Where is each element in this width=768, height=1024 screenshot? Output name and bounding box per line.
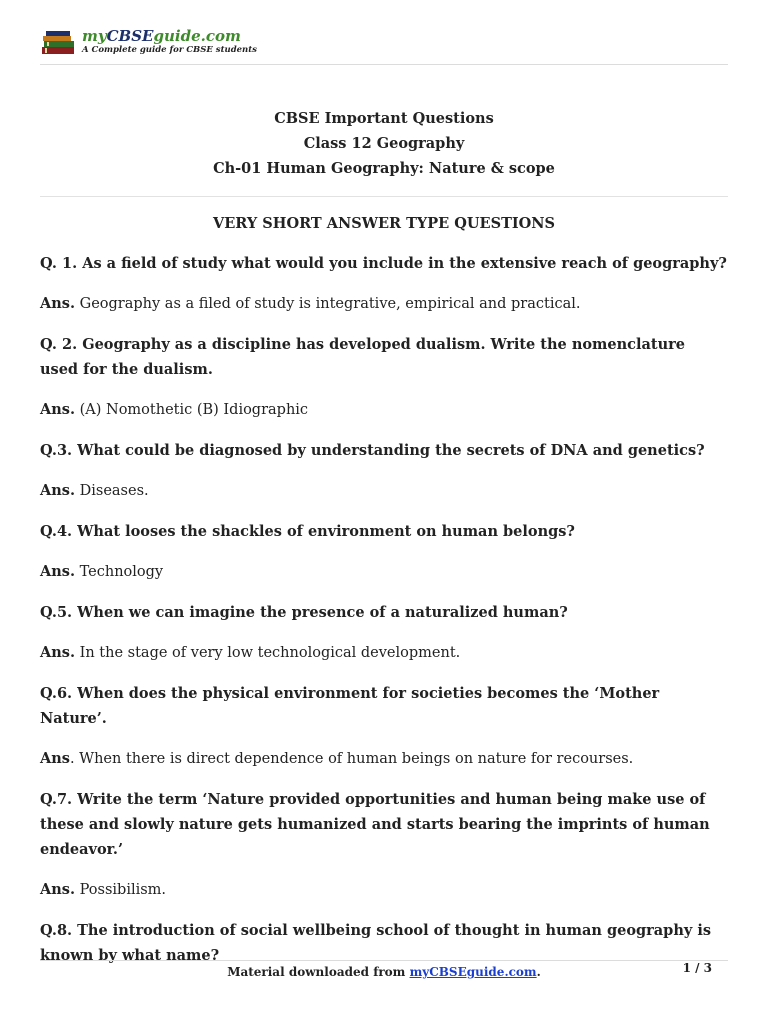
page-header [40, 22, 728, 65]
question-8: Q.8. The introduction of social wellbeing school of thought in human geography is known by what name? [40, 922, 712, 964]
title-line-3: Ch-01 Human Geography: Nature & scope [213, 160, 555, 177]
title-divider [40, 196, 728, 197]
question-5: Q.5. When we can imagine the presence of a naturalized human? [40, 604, 568, 621]
answer-1: Ans. Geography as a filed of study is integrative, empirical and practical. [40, 295, 581, 312]
logo-name: myCBSEguide.com [82, 27, 241, 45]
answer-7: Ans. Possibilism. [40, 881, 167, 898]
question-6: Q.6. When does the physical environment for societies becomes the ‘Mother Nature’. [40, 685, 660, 727]
logo-tagline: A Complete guide for CBSE students [82, 45, 257, 55]
books-icon [40, 29, 78, 57]
question-2: Q. 2. Geography as a discipline has developed dualism. Write the nomenclature used for the dualism. [40, 336, 685, 378]
answer-3: Ans. Diseases. [40, 482, 149, 499]
footer-text: Material downloaded from myCBSEguide.com. [227, 965, 541, 979]
question-list [40, 211, 728, 983]
question-3: Q.3. What could be diagnosed by understanding the secrets of DNA and genetics? [40, 442, 705, 459]
title-line-1: CBSE Important Questions [274, 110, 494, 127]
question-1: Q. 1. As a field of study what would you include in the extensive reach of geography? [40, 255, 727, 272]
page-footer [40, 960, 728, 991]
question-7: Q.7. Write the term ‘Nature provided opportunities and human being make use of these and slowly nature gets humanized and starts bearing the imprints of human endeavor.’ [40, 791, 710, 858]
page-number: 1 / 3 [682, 961, 712, 975]
footer-link[interactable]: myCBSEguide.com [409, 965, 537, 979]
answer-2: Ans. (A) Nomothetic (B) Idiographic [40, 401, 309, 418]
answer-5: Ans. In the stage of very low technological development. [40, 644, 461, 661]
answer-6: Ans. When there is direct dependence of human beings on nature for recourses. [40, 750, 634, 767]
document-title [40, 106, 728, 181]
answer-4: Ans. Technology [40, 563, 164, 580]
section-heading: VERY SHORT ANSWER TYPE QUESTIONS [212, 215, 556, 232]
question-4: Q.4. What looses the shackles of environment on human belongs? [40, 523, 575, 540]
site-logo[interactable] [40, 26, 260, 60]
title-line-2: Class 12 Geography [303, 135, 465, 152]
